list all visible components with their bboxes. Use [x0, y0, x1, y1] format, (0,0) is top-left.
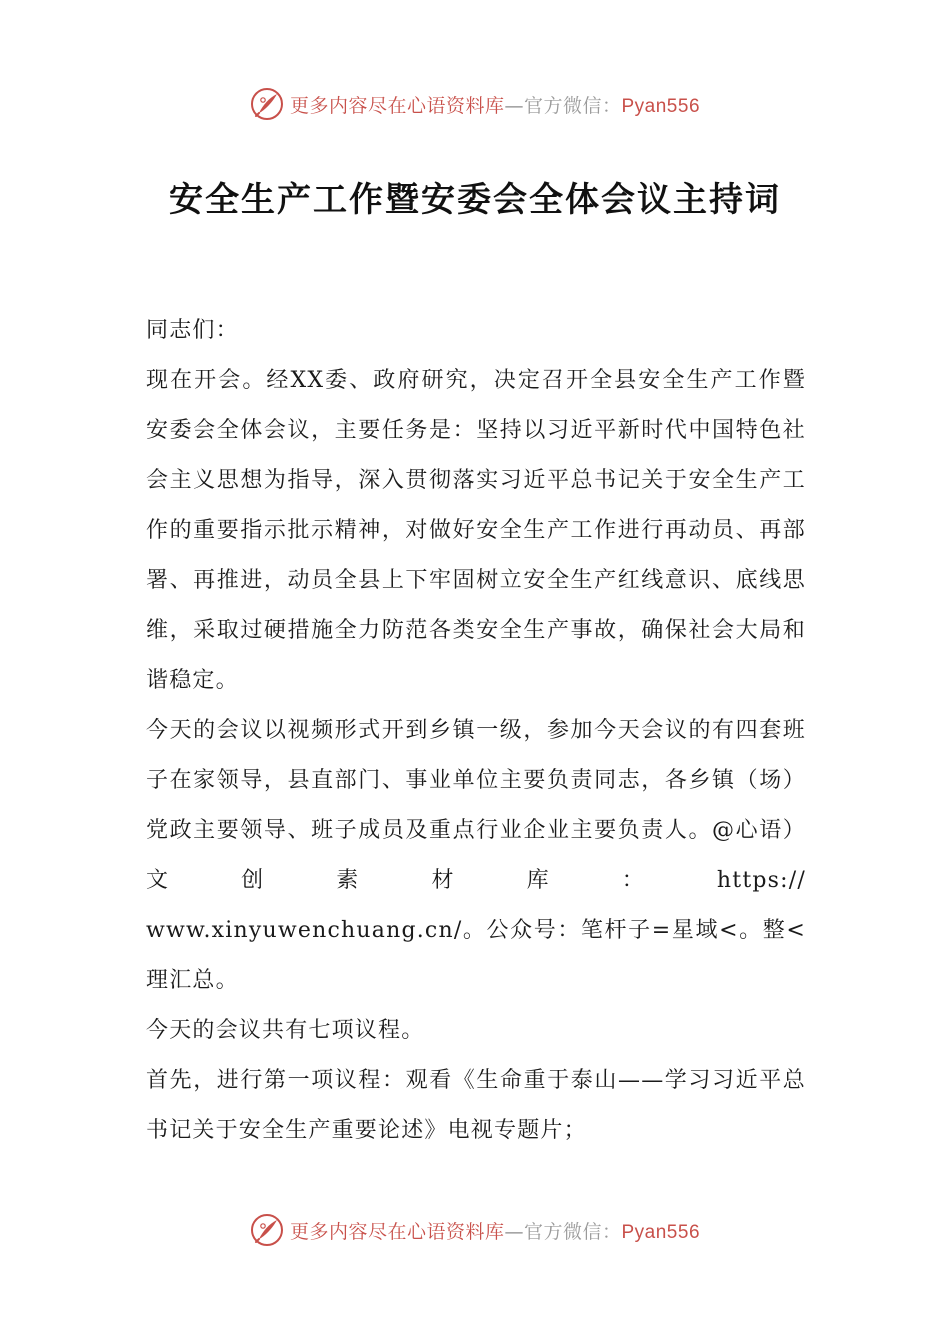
footer-wechat-label: 官方微信：: [523, 1220, 622, 1243]
paragraph-purpose: 现在开会。经XX委、政府研究，决定召开全县安全生产工作暨安委会全体会议，主要任务是：坚持以习近平新时代中国特色社会主义思想为指导，深入贯彻落实习近平总书记关于安全生产工作的重要指示批示精神，对做好安全生产工作进行再动员、再部署、再推进，动员全县上下牢固树立安全生产红线意识、底线思维，采取过硬措施全力防范各类安全生产事故，确保社会大局和谐稳定。: [146, 368, 806, 693]
header-banner: [0, 84, 950, 124]
header-wechat-label: 官方微信：: [523, 94, 622, 117]
footer-wechat-id: Pyan556: [621, 1221, 701, 1243]
paragraph-agenda-count: 今天的会议共有七项议程。: [146, 1018, 425, 1043]
quill-logo-icon: [250, 87, 284, 121]
header-wechat-id: Pyan556: [621, 95, 701, 117]
paragraph-agenda-item-1: 首先，进行第一项议程：观看《生命重于泰山——学习习近平总书记关于安全生产重要论述》电视专题片；: [146, 1068, 806, 1143]
footer-banner-dash: —: [504, 1220, 524, 1243]
quill-logo-icon: [250, 1213, 284, 1247]
footer-banner-main: 更多内容尽在心语资料库: [289, 1220, 505, 1243]
document-body: [146, 306, 806, 1156]
header-banner-dash: —: [504, 94, 524, 117]
document-title: 安全生产工作暨安委会全体会议主持词: [169, 180, 781, 220]
header-banner-text: [290, 91, 700, 118]
salutation: 同志们：: [146, 318, 239, 343]
footer-banner: [0, 1210, 950, 1250]
paragraph-attendees-continued: www.xinyuwenchuang.cn/。公众号：笔杆子=星域<。整<理汇总。: [146, 918, 806, 993]
paragraph-attendees: 今天的会议以视频形式开到乡镇一级，参加今天会议的有四套班子在家领导，县直部门、事业单位主要负责同志，各乡镇（场）党政主要领导、班子成员及重点行业企业主要负责人。@心语）文创素材库：https://: [146, 718, 806, 893]
footer-banner-text: [290, 1217, 700, 1244]
header-banner-main: 更多内容尽在心语资料库: [289, 94, 505, 117]
